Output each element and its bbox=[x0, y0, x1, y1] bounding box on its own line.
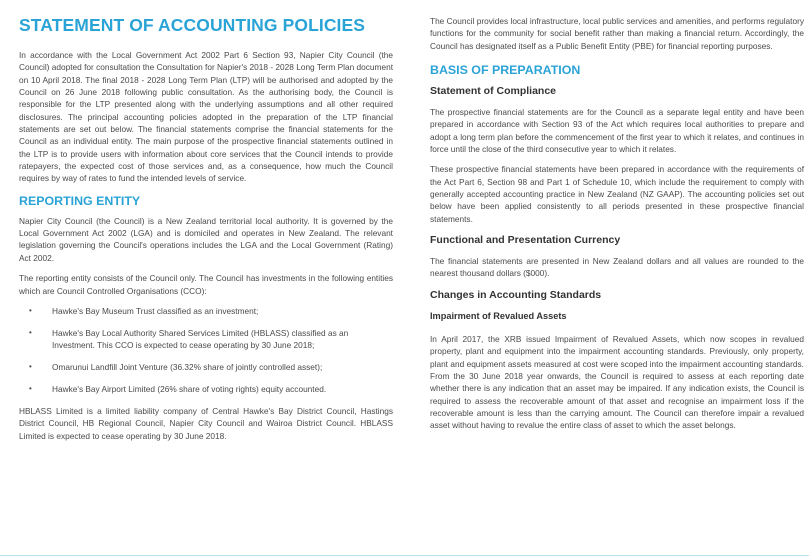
list-item-text: Hawke's Bay Local Authority Shared Services Limited (HBLASS) classified as an Investment. This CCO is expected to cease operating by 30 June 2018; bbox=[52, 327, 349, 350]
reporting-entity-paragraph: Napier City Council (the Council) is a New Zealand territorial local authority. It is governed by the Local Government Act 2002 (LGA) and is domiciled and operates in New Zealand. The relevant legislation governing the Council's operations includes the LGA and the Local Government (Rating) Act 2002. bbox=[19, 215, 393, 263]
changes-in-standards-heading: Changes in Accounting Standards bbox=[430, 288, 602, 301]
list-item-text: Hawke's Bay Museum Trust classified as an investment; bbox=[52, 305, 259, 316]
list-item bbox=[19, 327, 393, 351]
reporting-entity-cco-paragraph: The reporting entity consists of the Council only. The Council has investments in the following entities which are Council Controlled Organisations (CCO): bbox=[19, 273, 393, 296]
bullet-icon: • bbox=[29, 327, 32, 337]
list-item bbox=[19, 305, 393, 317]
list-item bbox=[19, 361, 393, 373]
page-title: STATEMENT OF ACCOUNTING POLICIES bbox=[19, 15, 366, 35]
compliance-paragraph-1: The prospective financial statements are for the Council as a separate legal entity and have been prepared in accordance with Section 93 of the Act which requires local authorities to prepare and adopt a long term plan before the commencement of the first year to which it relates, and continues in force until the close of the third consecutive year to which it relates. bbox=[430, 107, 804, 155]
currency-paragraph: The financial statements are presented in New Zealand dollars and all values are rounded to the nearest thousand dollars ($000). bbox=[430, 256, 804, 279]
list-item-text: Omarunui Landfill Joint Venture (36.32% share of jointly controlled asset); bbox=[52, 361, 323, 372]
bullet-icon: • bbox=[29, 383, 32, 393]
statement-of-compliance-heading: Statement of Compliance bbox=[430, 85, 557, 98]
cco-list bbox=[19, 305, 393, 395]
footer-divider bbox=[0, 555, 809, 556]
reporting-entity-heading: REPORTING ENTITY bbox=[19, 193, 141, 208]
basis-of-preparation-heading: BASIS OF PREPARATION bbox=[430, 63, 581, 78]
left-column bbox=[19, 0, 393, 450]
right-column bbox=[430, 0, 804, 440]
list-item bbox=[19, 383, 393, 395]
intro-paragraph: In accordance with the Local Government Act 2002 Part 6 Section 93, Napier City Council (the Council) adopted for consultation the Consultation for Napier's 2018 - 2028 Long Term Plan document on 10 April 2018. The final 2018 - 2028 Long Term Plan (LTP) will be authorised and adopted by the Council on 26 June 2018 following public consultation. As the authorising body, the Council is responsible for the LTP presented along with the underlying assumptions and all other required disclosures. The principal accounting policies adopted in the preparation of the LTP financial statements are set out below. The financial statements comprise the financial statements for the Council as an individual entity. The main purpose of the prospective financial statements outlined in the LTP is to provide users with information about core services that the Council intends to provide ratepayers, the expected cost of those services and, as a consequence, how much the Council requires by way of rates to fund the intended levels of service. bbox=[19, 50, 393, 184]
pbe-paragraph: The Council provides local infrastructure, local public services and amenities, and performs regulatory functions for the community for social benefit rather than making a financial return. Accordingly, the Council has designated itself as a Public Benefit Entity (PBE) for financial reporting purposes. bbox=[430, 16, 804, 51]
hblass-paragraph: HBLASS Limited is a limited liability company of Central Hawke's Bay District Council, Hastings District Council, HB Regional Council, Napier City Council and Wairoa District Council. HBLASS Limited is expected to cease operating by 30 June 2018. bbox=[19, 405, 393, 441]
compliance-paragraph-2: These prospective financial statements have been prepared in accordance with the requirements of the Act Part 6, Section 98 and Part 1 of Schedule 10, which include the requirement to comply with generally accepted accounting practice in New Zealand (NZ GAAP). The accounting policies set out below have been applied consistently to all periods presented in these prospective financial statements. bbox=[430, 164, 804, 224]
bullet-icon: • bbox=[29, 305, 32, 315]
currency-heading: Functional and Presentation Currency bbox=[430, 234, 621, 247]
impairment-heading: Impairment of Revalued Assets bbox=[430, 310, 567, 321]
impairment-paragraph: In April 2017, the XRB issued Impairment of Revalued Assets, which now scopes in revalued property, plant and equipment into the impairment accounting standards. Previously, only property, plant and equipment assets measured at cost were scoped into the impairment accounting standards. From the 30 June 2018 year onwards, the Council is required to assess at each reporting date whether there is any indication that an asset may be impaired. If any indication exists, the Council is required to assess the recoverable amount of that asset and recognise an impairment loss if the recoverable amount is less than the carrying amount. The Council can therefore impair a revalued asset without having to revalue the entire class of asset to which the asset belongs. bbox=[430, 333, 804, 431]
bullet-icon: • bbox=[29, 361, 32, 371]
list-item-text: Hawke's Bay Airport Limited (26% share of voting rights) equity accounted. bbox=[52, 383, 327, 394]
